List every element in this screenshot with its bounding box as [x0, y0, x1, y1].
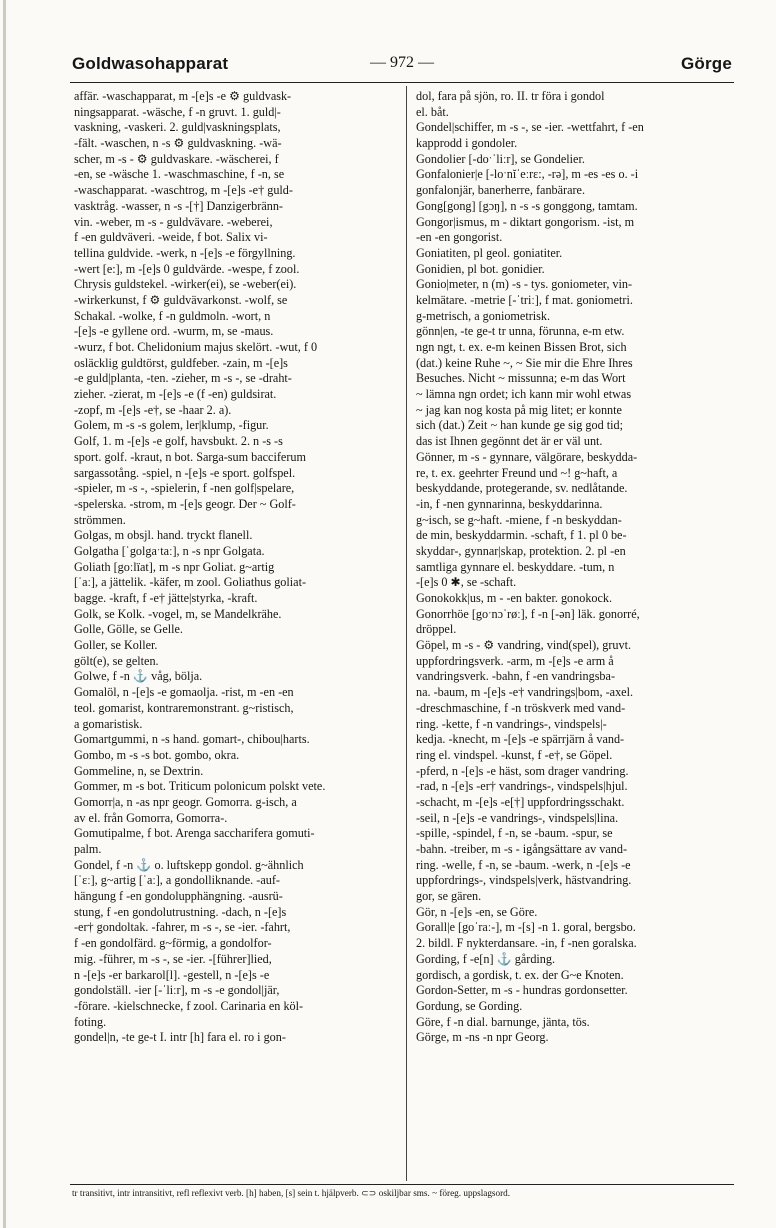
text-line: Gomorr|a, n -as npr geogr. Gomorra. g-isch, a	[74, 794, 297, 809]
text-line: -waschapparat. -waschtrog, m -[e]s -e† guld-	[74, 183, 293, 198]
text-line: mig. -führer, m -s -, se -ier. -[führer]lied,	[74, 951, 272, 966]
text-line: Goniatiten, pl geol. goniatiter.	[416, 245, 563, 260]
text-line: gondolställ. -ier [-ˈliːr], m -s -e gondol|jär,	[74, 983, 280, 998]
text-line: -seil, n -[e]s -e vandrings-, vindspels|lina.	[416, 810, 619, 825]
text-line: Gording, f -e[n] ⚓ gårding.	[416, 951, 556, 966]
header-first-word: Goldwasohapparat	[72, 54, 229, 73]
text-line: -spelerska. -strom, m -[e]s geogr. Der ~ Golf-	[74, 496, 296, 511]
text-line: Goliath [goːlïat], m -s npr Goliat. g~artig	[74, 559, 275, 574]
text-line: g-metrisch, a goniometrisk.	[416, 308, 551, 323]
text-line: scher, m -s - ⚙ guldvaskare. -wäscherei, f	[74, 151, 279, 166]
text-line: dröppel.	[416, 622, 457, 637]
text-line: Golgas, m obsjl. hand. tryckt flanell.	[74, 528, 253, 543]
text-line: Goller, se Koller.	[74, 638, 158, 653]
text-line: -wurz, f bot. Chelidonium majus skelört. -wut, f 0	[74, 340, 318, 354]
text-line: Schakal. -wolke, f -n guldmoln. -wort, n	[74, 308, 271, 323]
text-line: -dreschmaschine, f -n tröskverk med vand-	[416, 700, 626, 715]
text-line: kelmätare. -metrie [-ˈtriː], f mat. goniometri.	[416, 292, 633, 307]
text-line: -förare. -kielschnecke, f zool. Carinaria en köl-	[74, 998, 304, 1013]
text-line: Gomalöl, n -[e]s -e gomaolja. -rist, m -en -en	[74, 685, 294, 700]
text-line: Gorall|e [goˈraː-], m -[s] -n 1. goral, bergsbo.	[416, 920, 636, 935]
text-line: -pferd, n -[e]s -e häst, som drager vandring.	[416, 763, 629, 778]
text-line: Gondel, f -n ⚓ o. luftskepp gondol. g~ähnlich	[74, 857, 304, 872]
text-line: Gordung, se Gording.	[416, 998, 523, 1013]
text-line: vasktråg. -wasser, n -s -[†] Danzigerbränn-	[74, 198, 283, 213]
text-line: samtliga gynnare el. beskyddare. -tum, n	[416, 559, 615, 574]
text-line: -wert [e:], m -[e]s 0 guldvärde. -wespe, f zool.	[74, 261, 300, 276]
text-line: ring el. vindspel. -kunst, f -e†, se Göpel.	[416, 747, 613, 762]
text-line: -zopf, m -[e]s -e†, se -haar 2. a).	[74, 402, 232, 417]
text-line: Gordon-Setter, m -s - hundras gordonsetter.	[416, 983, 628, 998]
text-line: ningsapparat. -wäsche, f -n gruvt. 1. guld|-	[74, 104, 281, 119]
text-line: ~ lämna ngn ordet; ich kann mir wohl etwas	[416, 387, 632, 402]
text-line: -e guld|planta, -ten. -zieher, m -s -, se -draht-	[74, 371, 292, 386]
header-last-word: Görge	[680, 54, 732, 73]
text-line: uppfordrings-, vindspels|verk, hästvandring.	[416, 873, 632, 888]
text-line: -en, se -wäsche 1. -waschmaschine, f -n, se	[74, 167, 285, 182]
text-line: -bahn. -treiber, m -s - igångsättare av vand-	[416, 842, 628, 856]
right-column	[416, 89, 734, 1046]
text-line: -schacht, m -[e]s -e[†] uppfordringsschakt.	[416, 794, 625, 809]
text-line: f -en guldväveri. -weide, f bot. Salix vi-	[74, 230, 268, 245]
text-line: Gonidien, pl bot. gonidier.	[416, 261, 545, 276]
text-line: -fält. -waschen, n -s ⚙ guldvaskning. -wä-	[74, 136, 282, 151]
text-line: Gomartgummi, n -s hand. gomart-, chibou|harts.	[74, 732, 310, 747]
text-line: -rad, n -[e]s -er† vandrings-, vindspels|hjul.	[416, 779, 628, 794]
text-line: av el. från Gomorra, Gomorra-.	[74, 810, 228, 825]
text-line: Golwe, f -n ⚓ våg, bölja.	[74, 669, 203, 684]
text-line: Gommeline, n, se Dextrin.	[74, 763, 204, 778]
text-line: 2. bildl. F nykterdansare. -in, f -nen goralska.	[416, 936, 637, 951]
text-line: Gong[gong] [gɔŋ], n -s -s gonggong, tamtam.	[416, 198, 638, 213]
text-line: [ˈaː], a jättelik. -käfer, m zool. Goliathus goliat-	[74, 575, 307, 590]
text-line: -en -en gongorist.	[416, 230, 503, 245]
text-line: Gonfalonier|e [-loˑnĭˈeːrɛ:, -rə], m -es -es o. -i	[416, 167, 639, 182]
text-line: beskyddande, protegerande, sv. nedlåtande.	[416, 481, 628, 496]
text-line: Gombo, m -s -s bot. gombo, okra.	[74, 747, 240, 762]
page-edge-shadow	[3, 0, 6, 1228]
text-line: Gondel|schiffer, m -s -, se -ier. -wettfahrt, f -en	[416, 120, 644, 135]
text-line: na. -baum, m -[e]s -e† vandrings|bom, -axel.	[416, 685, 634, 700]
text-line: sich (dat.) Zeit ~ han kunde ge sig god tid;	[416, 418, 623, 433]
text-line: Besuches. Nicht ~ missunna; e-m das Wort	[416, 371, 626, 386]
text-line: affär. -waschapparat, m -[e]s -e ⚙ guldvask-	[74, 89, 292, 103]
text-line: palm.	[74, 842, 102, 856]
text-line: Göre, f -n dial. barnunge, jänta, tös.	[416, 1014, 590, 1029]
text-line: kedja. -knecht, m -[e]s -e spärrjärn å vand-	[416, 732, 625, 747]
text-line: Göpel, m -s - ⚙ vandring, vind(spel), gruvt.	[416, 638, 632, 653]
text-line: -wirkerkunst, f ⚙ guldvävarkonst. -wolf, se	[74, 292, 288, 307]
text-line: [ˈɛː], g~artig [ˈaː], a gondolliknande. -auf-	[74, 873, 280, 888]
text-line: de min, beskyddarmin. -schaft, f 1. pl 0 be-	[416, 528, 627, 543]
text-line: tellina guldvide. -werk, n -[e]s -e förgyllning.	[74, 245, 296, 260]
text-line: bagge. -kraft, f -e† jätte|styrka, -kraft.	[74, 591, 258, 605]
column-divider	[406, 86, 407, 1181]
text-line: -in, f -nen gynnarinna, beskyddarinna.	[416, 496, 603, 511]
text-line: das ist Ihnen gegönnt det är er väl unt.	[416, 434, 603, 449]
footer-rule	[70, 1184, 734, 1185]
header-rule	[70, 82, 734, 83]
text-line: f -en gondolfärd. g~förmig, a gondolfor-	[74, 936, 272, 951]
text-line: ring. -welle, f -n, se -baum. -werk, n -[e]s -e	[416, 857, 631, 872]
text-line: -[e]s 0 ✱, se -schaft.	[416, 575, 517, 590]
text-line: -er† gondoltak. -fahrer, m -s -, se -ier. -fahrt,	[74, 920, 291, 935]
text-line: Görge, m -ns -n npr Georg.	[416, 1030, 549, 1045]
text-line: gonfalonjär, banerherre, fanbärare.	[416, 183, 586, 198]
text-line: foting.	[74, 1014, 107, 1029]
text-line: uppfordringsverk. -arm, m -[e]s -e arm å	[416, 653, 614, 668]
text-line: gor, se gären.	[416, 889, 482, 904]
text-line: ring. -kette, f -n vandrings-, vindspels|-	[416, 716, 607, 731]
text-line: strömmen.	[74, 512, 126, 527]
text-line: dol, fara på sjön, ro. II. tr föra i gondol	[416, 89, 605, 103]
text-line: Gomutipalme, f bot. Arenga saccharifera gomuti-	[74, 826, 315, 841]
page-number: — 972 —	[370, 54, 434, 71]
text-line: zieher. -zierat, m -[e]s -e (f -en) guldsirat.	[74, 387, 277, 402]
text-line: Gommer, m -s bot. Triticum polonicum polskt vete.	[74, 779, 326, 794]
text-line: Gongor|ismus, m - diktart gongorism. -ist, m	[416, 214, 635, 229]
text-line: -[e]s -e gyllene ord. -wurm, m, se -maus.	[74, 324, 274, 339]
text-line: el. båt.	[416, 104, 449, 119]
text-line: Golk, se Kolk. -vogel, m, se Mandelkrähe.	[74, 606, 282, 621]
text-line: vin. -weber, m -s - guldvävare. -weberei,	[74, 214, 273, 229]
text-line: n -[e]s -er barkarol[l]. -gestell, n -[e]s -e	[74, 967, 270, 982]
text-line: Gondolier [-doˑˈliːr], se Gondelier.	[416, 151, 585, 166]
text-line: Gör, n -[e]s -en, se Göre.	[416, 904, 538, 919]
text-line: skyddar-, gynnar|skap, protektion. 2. pl -en	[416, 543, 626, 558]
text-line: ~ jag kan nog kosta på mig litet; er konnte	[416, 402, 622, 417]
text-line: a gomaristisk.	[74, 716, 143, 731]
text-line: (dat.) keine Ruhe ~, ~ Sie mir die Ehre Ihres	[416, 355, 633, 370]
text-line: Chrysis guldstekel. -wirker(ei), se -weber(ei).	[74, 277, 297, 292]
left-column	[74, 89, 404, 1046]
text-line: vandringsverk. -bahn, f -en vandringsba-	[416, 669, 615, 684]
text-line: -spieler, m -s -, -spielerin, f -nen golf|spelare,	[74, 481, 295, 496]
text-line: stung, f -en gondolutrustning. -dach, n -[e]s	[74, 904, 287, 919]
text-line: sport. golf. -kraut, n bot. Sarga-sum bacciferum	[74, 449, 306, 464]
text-line: gönn|en, -te ge-t tr unna, förunna, e-m etw.	[416, 324, 625, 339]
text-line: sargassotång. -spiel, n -[e]s -e sport. golfspel.	[74, 465, 296, 480]
text-line: teol. gomarist, kontraremonstrant. g~ristisch,	[74, 700, 294, 715]
abbreviation-legend: tr transitivt, intr intransitivt, refl reflexivt verb. [h] haben, [s] sein t. hjälpverb. ⊂⊃ oskiljbar sms. ~ föreg. uppslagsord.	[72, 1188, 511, 1198]
text-line: re, t. ex. geehrter Freund und ~! g~haft, a	[416, 465, 618, 480]
text-line: hängung f -en gondolupphängning. -ausrü-	[74, 889, 283, 904]
text-line: g~isch, se g~haft. -miene, f -n beskyddan-	[416, 512, 622, 527]
text-line: Gönner, m -s - gynnare, välgörare, beskydda-	[416, 449, 638, 464]
text-line: Gonorrhöe [goˑnɔˈrøː], f -n [-ən] läk. gonorré,	[416, 606, 640, 621]
text-line: Golem, m -s -s golem, ler|klump, -figur.	[74, 418, 269, 433]
text-line: -spille, -spindel, f -n, se -baum. -spur, se	[416, 826, 613, 841]
running-header	[72, 54, 732, 82]
text-line: gondel|n, -te ge-t I. intr [h] fara el. ro i gon-	[74, 1030, 286, 1045]
text-line: gölt(e), se gelten.	[74, 653, 159, 668]
text-line: Golgatha [ˈgolgaˑtaː], n -s npr Golgata.	[74, 543, 265, 558]
text-line: Gonokokk|us, m - -en bakter. gonokock.	[416, 591, 613, 605]
text-line: Gonio|meter, n (m) -s - tys. goniometer, vin-	[416, 277, 633, 292]
text-line: osläcklig guldtörst, guldfeber. -zain, m -[e]s	[74, 355, 288, 370]
text-line: Golle, Gölle, se Gelle.	[74, 622, 183, 637]
text-line: ngn ngt, t. ex. e-m keinen Bissen Brot, sich	[416, 340, 627, 354]
text-line: Golf, 1. m -[e]s -e golf, havsbukt. 2. n -s -s	[74, 434, 283, 449]
text-line: gordisch, a gordisk, t. ex. der G~e Knoten.	[416, 967, 624, 982]
text-line: kapprodd i gondoler.	[416, 136, 518, 151]
text-line: vaskning, -vaskeri. 2. guld|vaskningsplats,	[74, 120, 281, 135]
